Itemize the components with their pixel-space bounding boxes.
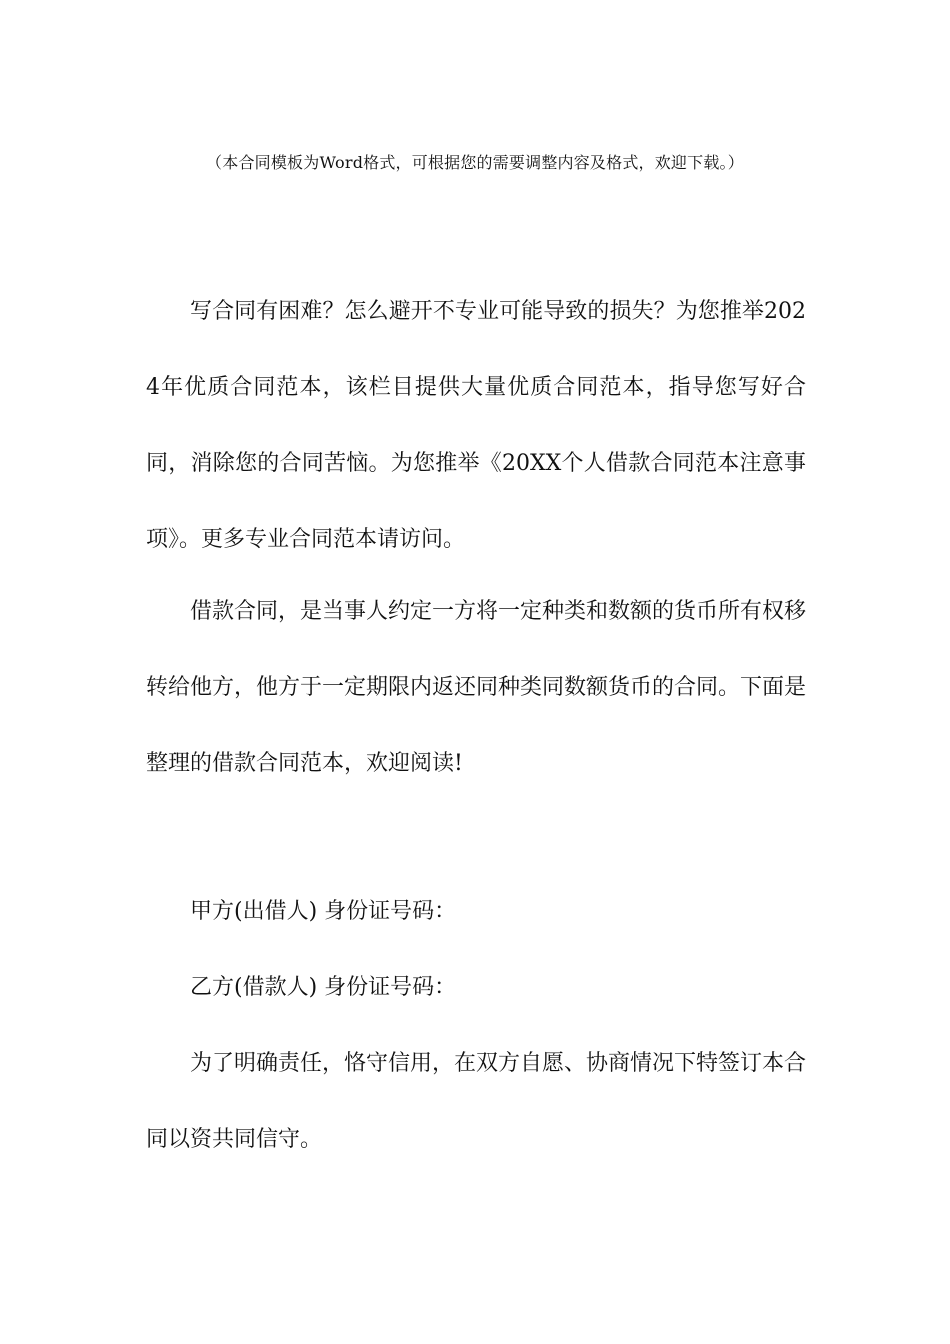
template-note: （本合同模板为Word格式，可根据您的需要调整内容及格式，欢迎下载。） <box>206 153 744 172</box>
party-a-line: 甲方(出借人) 身份证号码： <box>190 899 457 924</box>
intro-paragraph: 写合同有困难？怎么避开不专业可能导致的损失？为您推举2024年优质合同范本，该栏目提供大量优质合同范本，指导您写好合同，消除您的合同苦恼。为您推举《20XX个人借款合同范本注意事项》。更多专业合同范本请访问。 <box>146 299 806 552</box>
party-b-line: 乙方(借款人) 身份证号码： <box>190 975 457 1000</box>
definition-paragraph: 借款合同，是当事人约定一方将一定种类和数额的货币所有权移转给他方，他方于一定期限内返还同种类同数额货币的合同。下面是整理的借款合同范本，欢迎阅读! <box>146 599 807 776</box>
agreement-paragraph: 为了明确责任，恪守信用，在双方自愿、协商情况下特签订本合同以资共同信守。 <box>146 1051 807 1152</box>
